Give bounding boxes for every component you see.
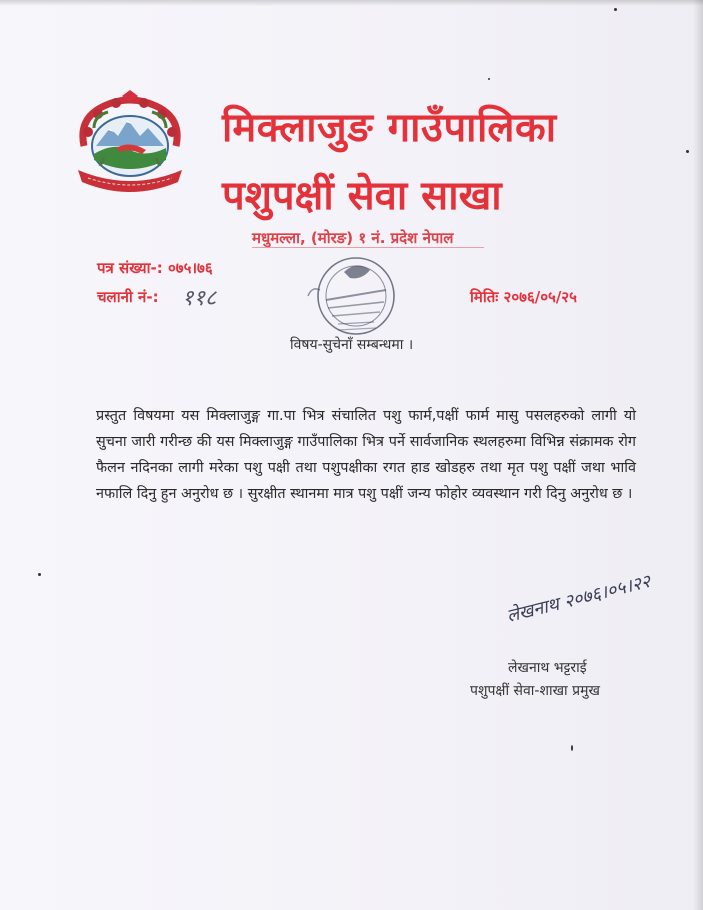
nepal-emblem-icon — [64, 88, 196, 200]
body-paragraph: प्रस्तुत विषयमा यस मिक्लाजुङ्ग गा.पा भित्र संचालित पशु फार्म,पक्षीं फार्म मासु पसलहरुको लागी यो सुचना जारी गरीन्छ की यस मिक्लाजुङ्ग गाउँपालिका भित्र पर्ने सार्वजानिक स्थलहरुमा विभिन्न संक्रामक रोग फैलन नदिनका लागी मरेका पशु पक्षी तथा पशुपक्षीका रगत हाड खोडहरु तथा मृत पशु पक्षीं जथा भावि नफालि दिनु हुन अनुरोध छ । सुरक्षीत स्थानमा मात्र पशु पक्षीं जन्य फोहोर व्यवस्थान गरी दिनु अनुरोध छ । — [96, 408, 636, 502]
scan-speck — [571, 745, 573, 751]
address-underline — [252, 247, 484, 248]
department-title: पशुपक्षीं सेवा साखा — [222, 173, 502, 219]
municipality-title: मिक्लाजुङ गाउँपालिका — [222, 105, 557, 151]
office-address: मधुमल्ला, (मोरङ) १ नं. प्रदेश नेपाल — [252, 229, 454, 247]
dispatch-number-label: चलानी नं-: — [97, 288, 159, 306]
letter-reference-number: पत्र संख्या-: ०७५।७६ — [97, 259, 213, 277]
scan-top-shadow — [0, 0, 703, 6]
letter-subject: विषय-सुचेनाँ सम्बन्धमा । — [290, 337, 414, 353]
scan-edge-shadow — [693, 0, 703, 910]
letter-body — [96, 403, 636, 507]
dispatch-number-handwritten: ११८ — [182, 286, 217, 311]
handwritten-signature: लेखनाथ २०७६।०५।२२ — [504, 571, 653, 628]
scan-speck — [488, 78, 490, 80]
scan-speck — [614, 8, 617, 11]
scan-speck — [686, 150, 689, 153]
signer-title: पशुपक्षीं सेवा-शाखा प्रमुख — [470, 683, 600, 699]
scan-speck — [38, 573, 41, 576]
letter-date: मितिः २०७६/०५/२५ — [470, 288, 577, 306]
signer-name: लेखनाथ भट्टराई — [508, 660, 587, 676]
